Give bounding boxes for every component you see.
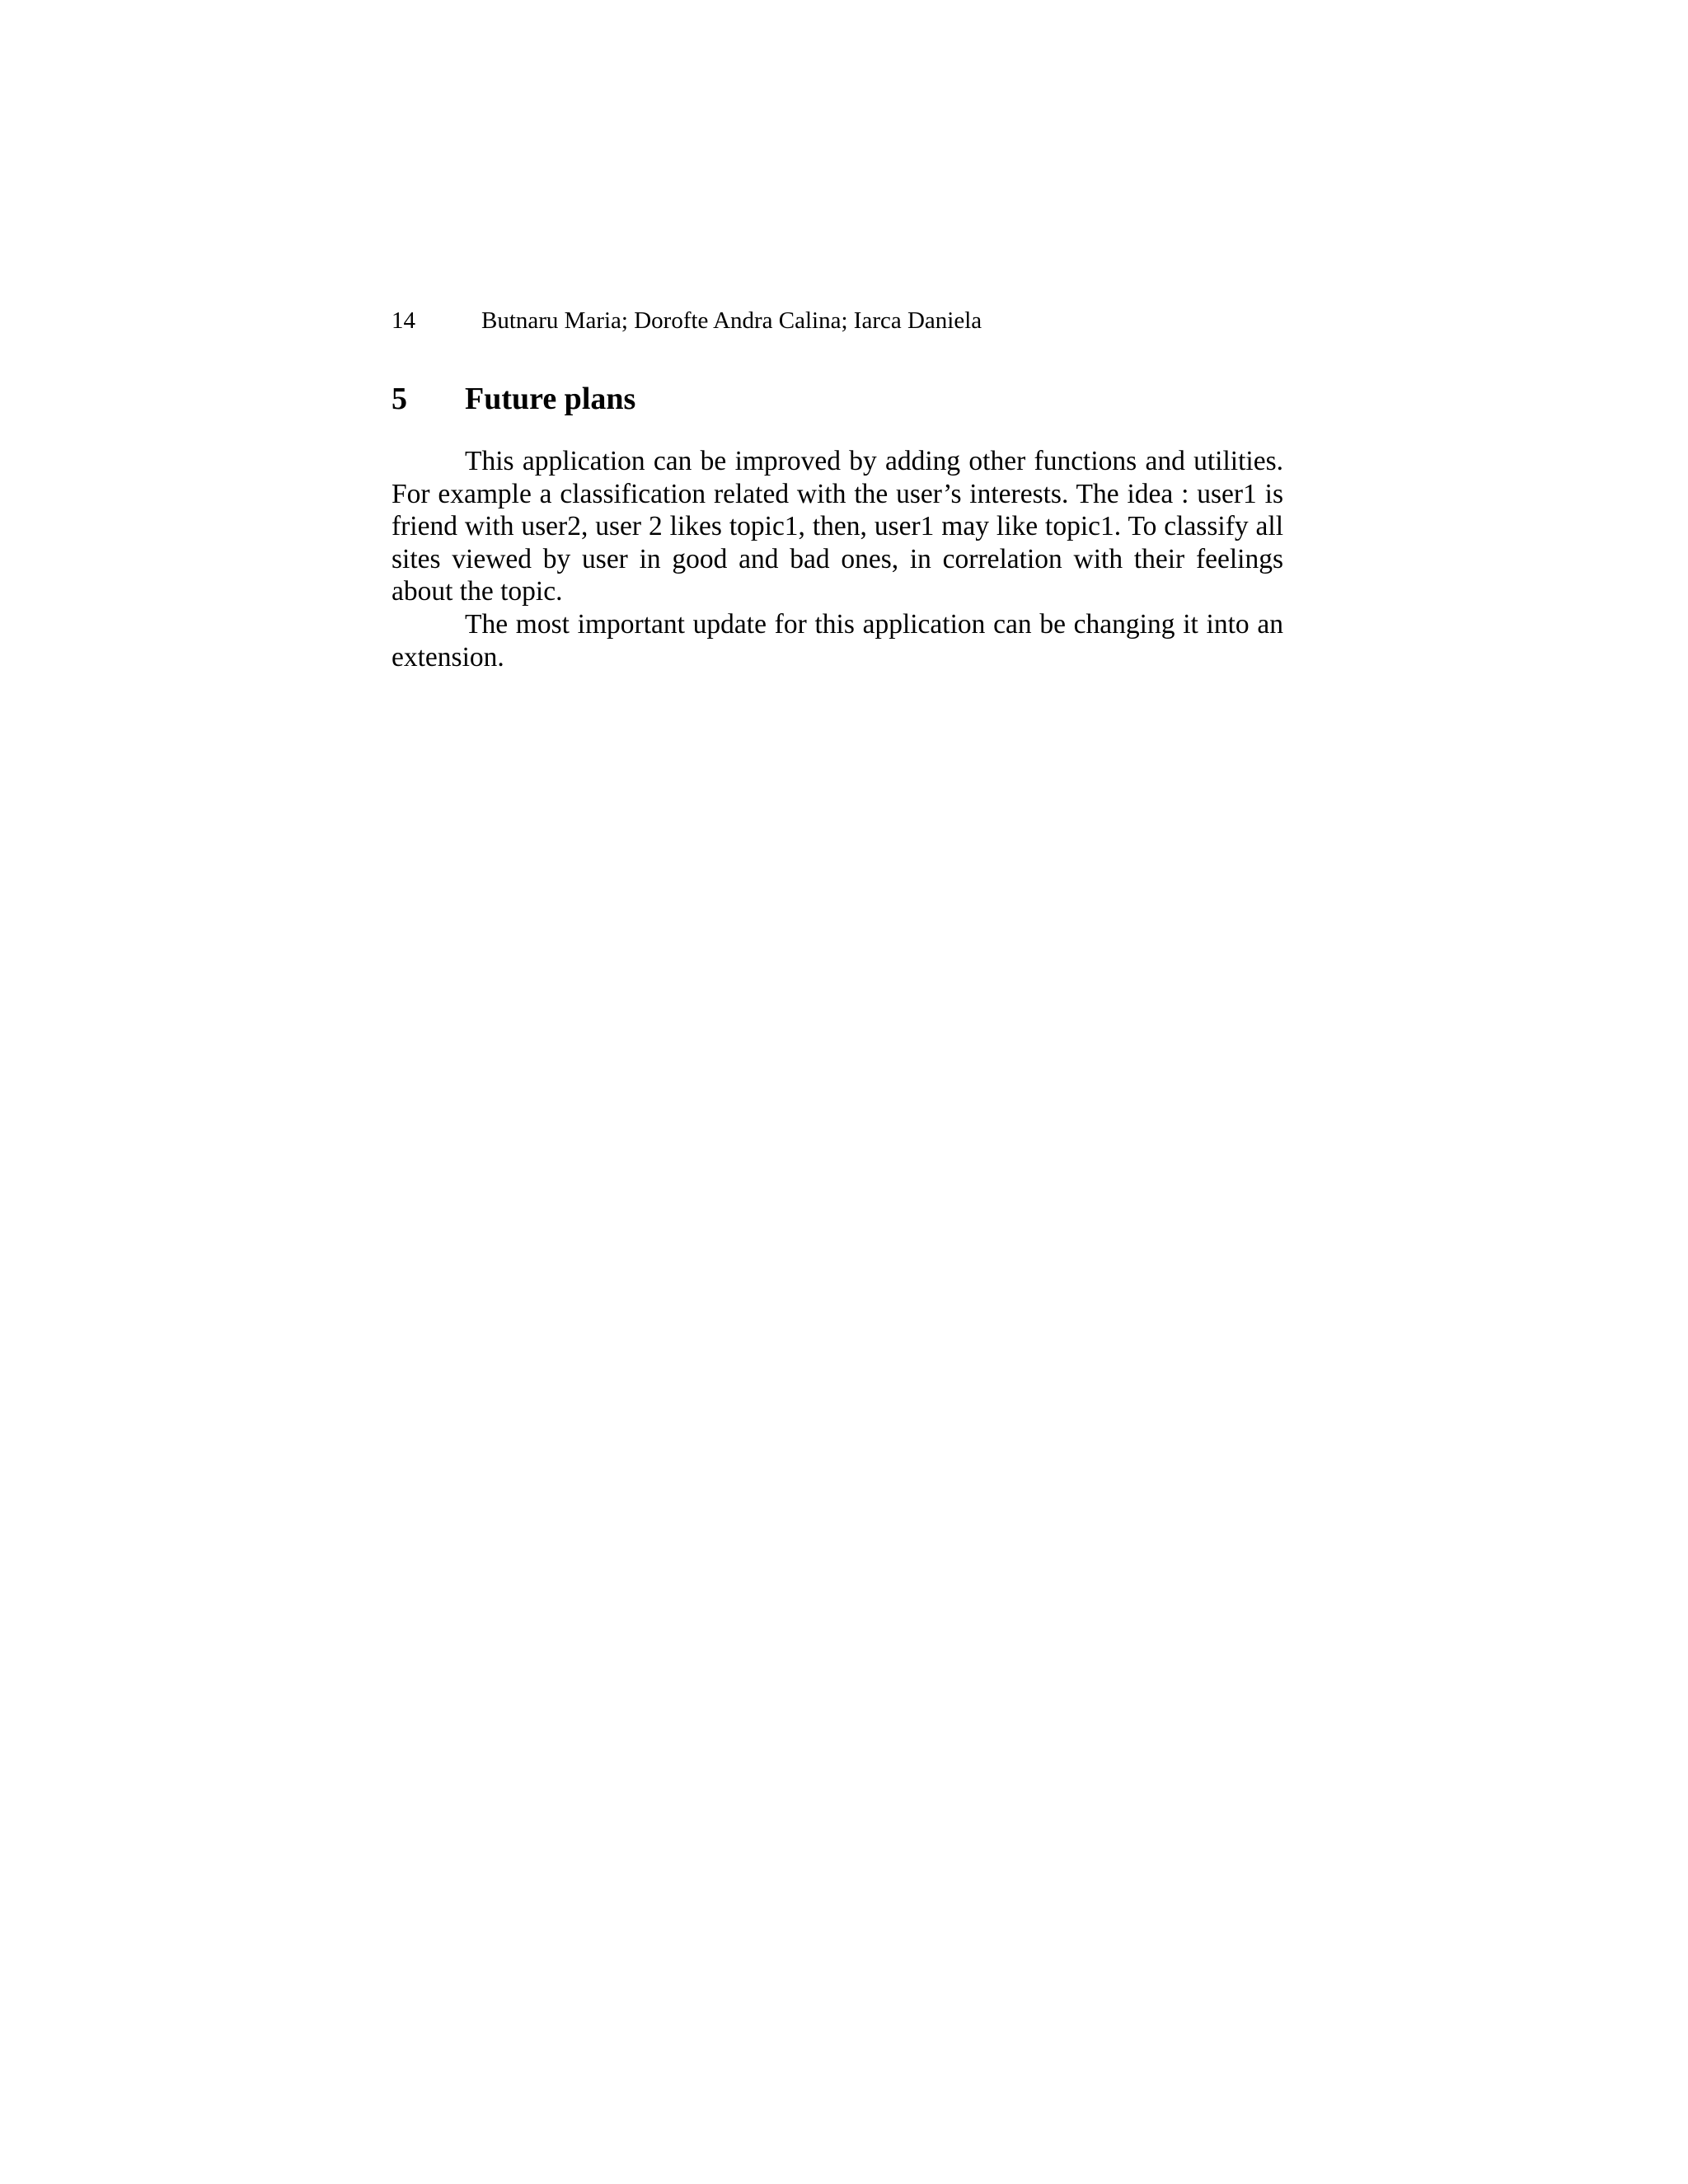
body-paragraph: The most important update for this application can be changing it into an extension. [392,608,1283,673]
section-number: 5 [392,382,407,416]
section-body [392,445,1283,673]
section-title: Future plans [465,382,636,416]
page-number: 14 [392,307,415,334]
body-paragraph: This application can be improved by adding other functions and utilities. For example a classification related with the user’s interests. The idea : user1 is friend with user2, user 2 likes topic1, then, user1 may like topic1. To classify all sites viewed by user in good and bad ones, in correlation with their feelings about the topic. [392,446,1283,607]
header-authors: Butnaru Maria; Dorofte Andra Calina; Iarca Daniela [481,307,982,334]
